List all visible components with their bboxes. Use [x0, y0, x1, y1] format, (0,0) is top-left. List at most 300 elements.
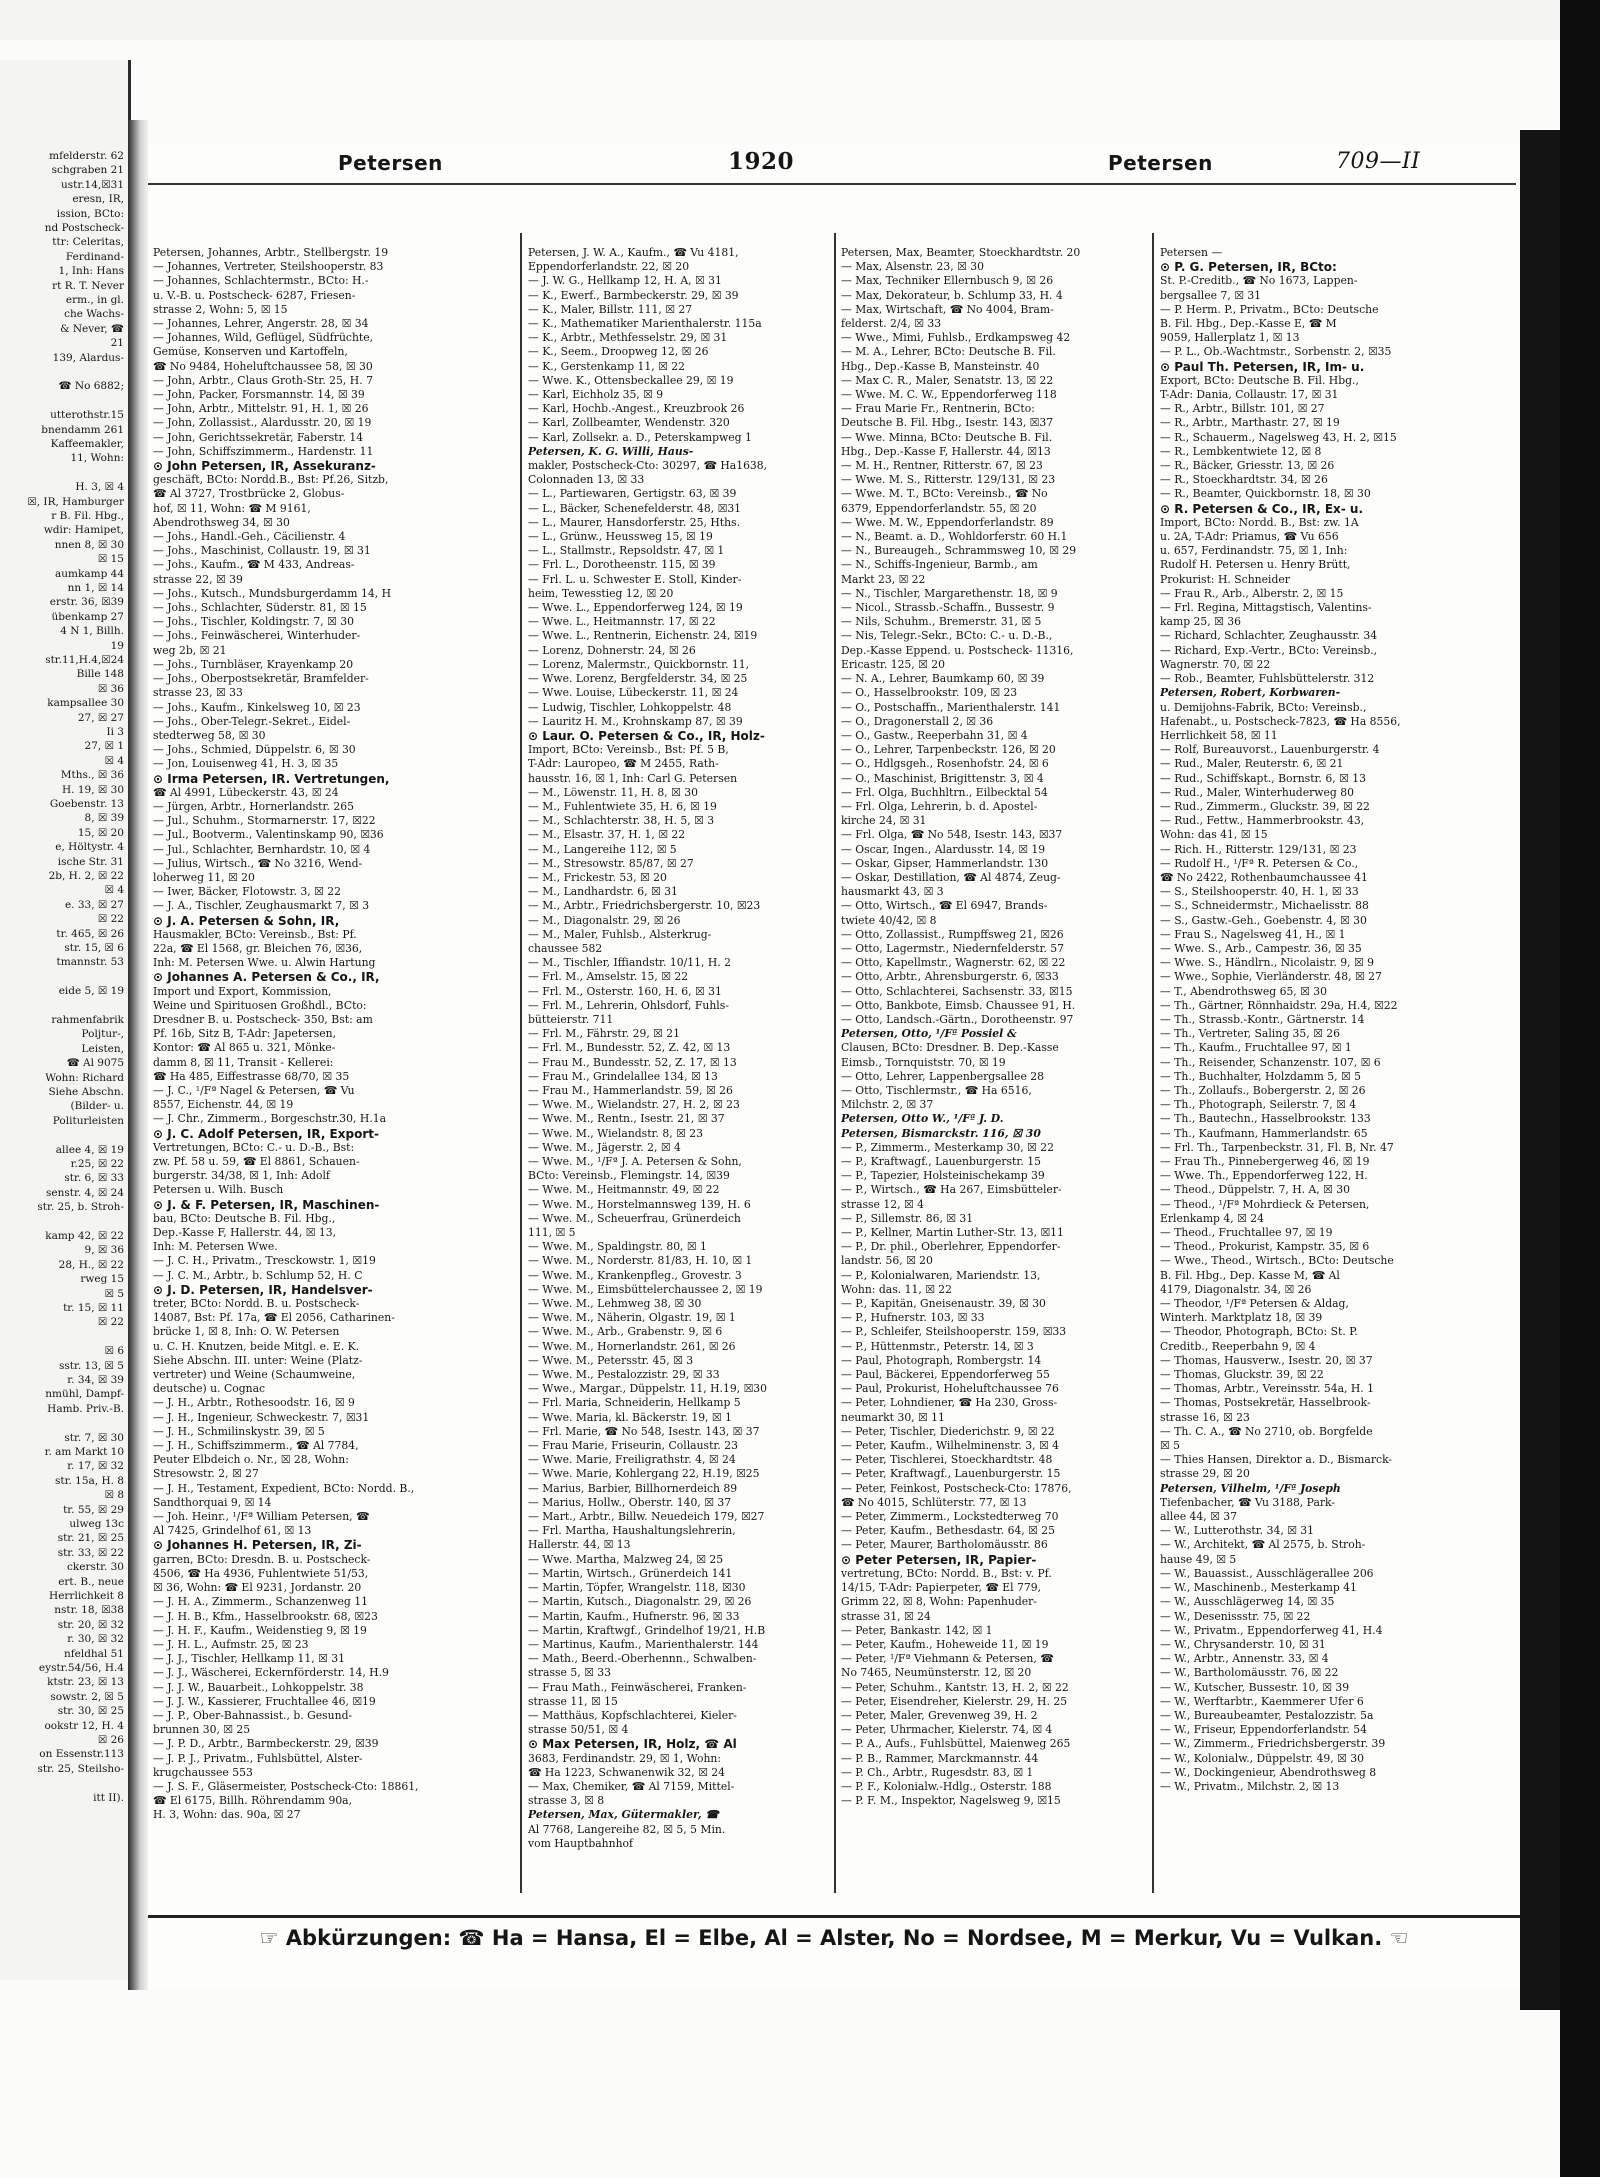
- directory-entry: — P., Hüttenmstr., Peterstr. 14, ☒ 3: [841, 1339, 1034, 1353]
- directory-entry: — M. H., Rentner, Ritterstr. 67, ☒ 23: [841, 459, 1043, 473]
- directory-entry: — R., Stoeckhardtstr. 34, ☒ 26: [1160, 473, 1328, 487]
- fragment-line: H. 3, ☒ 4: [75, 481, 124, 494]
- directory-entry: Siehe Abschn. III. unter: Weine (Platz-: [153, 1353, 363, 1367]
- directory-entry: — Jürgen, Arbtr., Hornerlandstr. 265: [153, 799, 354, 813]
- directory-entry: Al 7425, Grindelhof 61, ☒ 13: [153, 1524, 312, 1538]
- header-left-name: Petersen: [338, 151, 443, 175]
- directory-entry: — Paul, Prokurist, Hoheluftchaussee 76: [841, 1382, 1059, 1396]
- directory-entry: — Julius, Wirtsch., ☎ No 3216, Wend-: [153, 856, 363, 870]
- directory-entry: brücke 1, ☒ 8, Inh: O. W. Petersen: [153, 1325, 340, 1339]
- directory-entry: — Wwe. L., Heitmannstr. 17, ☒ 22: [528, 615, 716, 629]
- directory-entry: Grimm 22, ☒ 8, Wohn: Papenhuder-: [841, 1595, 1037, 1609]
- directory-entry: ☎ El 6175, Billh. Röhrendamm 90a,: [153, 1794, 353, 1808]
- fragment-line: bnendamm 261: [41, 423, 124, 436]
- directory-entry: — W., Werftarbtr., Kaemmerer Ufer 6: [1160, 1694, 1364, 1708]
- directory-entry: — Frl. L. u. Schwester E. Stoll, Kinder-: [528, 572, 742, 586]
- directory-entry: — Th., Bautechn., Hasselbrookstr. 133: [1160, 1112, 1371, 1126]
- directory-entry: — W., Bartholomäusstr. 76, ☒ 22: [1160, 1666, 1339, 1680]
- fragment-line: str. 7, ☒ 30: [64, 1431, 124, 1444]
- directory-entry: — P., Hufnerstr. 103, ☒ 33: [841, 1311, 985, 1325]
- directory-entry: — Paul, Photograph, Rombergstr. 14: [841, 1353, 1042, 1367]
- directory-entry: weg 2b, ☒ 21: [153, 643, 227, 657]
- directory-entry: Hallerstr. 44, ☒ 13: [528, 1538, 631, 1552]
- directory-entry: hausstr. 16, ☒ 1, Inh: Carl G. Petersen: [528, 771, 738, 785]
- fragment-line: tmannstr. 53: [56, 956, 124, 969]
- directory-entry: Wagnerstr. 70, ☒ 22: [1160, 657, 1271, 671]
- directory-entry: — J. S. F., Gläsermeister, Postscheck-Cto: 18861,: [153, 1779, 419, 1793]
- fragment-line: Hamb. Priv.-B.: [47, 1402, 124, 1415]
- directory-entry: — Rolf, Bureauvorst., Lauenburgerstr. 4: [1160, 743, 1380, 757]
- header-rule: [148, 183, 1516, 185]
- directory-entry: — Nicol., Strassb.-Schaffn., Bussestr. 9: [841, 601, 1055, 615]
- fragment-line: str. 25, b. Stroh-: [37, 1201, 124, 1214]
- directory-entry: Rudolf H. Petersen u. Henry Brütt,: [1160, 558, 1351, 572]
- fragment-line: Ii 3: [106, 726, 124, 738]
- fragment-line: ert. B., neue: [58, 1575, 124, 1588]
- abbreviations-footer: [148, 1915, 1520, 1958]
- directory-entry: Export, BCto: Deutsche B. Fil. Hbg.,: [1160, 373, 1359, 387]
- fragment-line: ktstr. 23, ☒ 13: [47, 1676, 124, 1689]
- directory-entry: ☒ 5: [1160, 1439, 1180, 1453]
- directory-entry: — Lorenz, Malermstr., Quickbornstr. 11,: [528, 657, 750, 671]
- directory-entry: — Otto, Schlachterei, Sachsenstr. 33, ☒15: [841, 984, 1073, 998]
- directory-entry: — Johs., Turnbläser, Krayenkamp 20: [153, 657, 354, 671]
- directory-entry: — Otto, Lagermstr., Niedernfelderstr. 57: [841, 941, 1065, 955]
- directory-entry: — Wwe. M., Pestalozzistr. 29, ☒ 33: [528, 1368, 720, 1382]
- fragment-line: 15, ☒ 20: [77, 826, 124, 839]
- scan-edge: [1560, 0, 1600, 2177]
- fragment-line: r B. Fil. Hbg.,: [51, 510, 124, 522]
- directory-entry: Colonnaden 13, ☒ 33: [528, 473, 645, 487]
- directory-entry: — Johs., Tischler, Koldingstr. 7, ☒ 30: [153, 615, 354, 629]
- directory-entry: Petersen —: [1160, 246, 1223, 259]
- directory-entry: — Jul., Bootverm., Valentinskamp 90, ☒36: [153, 828, 384, 842]
- directory-entry: — N., Tischler, Margarethenstr. 18, ☒ 9: [841, 586, 1058, 600]
- directory-entry: — Peter, Zimmerm., Lockstedterweg 70: [841, 1510, 1059, 1524]
- directory-entry: — W., Architekt, ☎ Al 2575, b. Stroh-: [1160, 1538, 1366, 1552]
- directory-entry: — Thomas, Postsekretär, Hasselbrook-: [1160, 1396, 1371, 1410]
- directory-entry: — Rud., Fettw., Hammerbrookstr. 43,: [1160, 814, 1365, 828]
- directory-entry: — Peter, Lohndiener, ☎ Ha 230, Gross-: [841, 1396, 1058, 1410]
- directory-entry: — W., Privatm., Eppendorferweg 41, H.4: [1160, 1623, 1383, 1637]
- directory-entry: bütteierstr. 711: [528, 1012, 614, 1026]
- directory-entry: — P., Kellner, Martin Luther-Str. 13, ☒11: [841, 1226, 1064, 1240]
- directory-entry: — Theod., Fruchtallee 97, ☒ 19: [1160, 1226, 1333, 1240]
- directory-entry: — J. P. D., Arbtr., Barmbeckerstr. 29, ☒39: [153, 1737, 379, 1751]
- directory-entry: — Wwe. M., Scheuerfrau, Grünerdeich: [528, 1211, 741, 1225]
- directory-entry: strasse 16, ☒ 23: [1160, 1410, 1250, 1424]
- directory-entry: hause 49, ☒ 5: [1160, 1552, 1237, 1566]
- directory-entry: — Otto, Zollassist., Rumpffsweg 21, ☒26: [841, 927, 1064, 941]
- directory-entry: brunnen 30, ☒ 25: [153, 1723, 251, 1737]
- directory-entry: — Wwe., Margar., Düppelstr. 11, H.19, ☒30: [528, 1382, 767, 1396]
- directory-entry: Petersen, Otto W., ¹/Fª J. D.: [841, 1112, 1004, 1126]
- directory-entry: — W., Maschinenb., Mesterkamp 41: [1160, 1581, 1357, 1595]
- directory-entry: makler, Postscheck-Cto: 30297, ☎ Ha1638,: [528, 459, 768, 473]
- directory-entry: — P., Kolonialwaren, Mariendstr. 13,: [841, 1268, 1041, 1282]
- directory-entry: — M., Schlachterstr. 38, H. 5, ☒ 3: [528, 814, 715, 828]
- fragment-line: nfeldhal 51: [63, 1647, 124, 1660]
- directory-entry: — M., Fuhlentwiete 35, H. 6, ☒ 19: [528, 799, 717, 813]
- directory-entry: geschäft, BCto: Nordd.B., Bst: Pf.26, Sitzb,: [153, 473, 389, 487]
- directory-entry: landstr. 56, ☒ 20: [841, 1254, 933, 1268]
- directory-entry: — Johs., Kutsch., Mundsburgerdamm 14, H: [153, 586, 391, 600]
- directory-entry: 6379, Eppendorferlandstr. 55, ☒ 20: [841, 501, 1037, 515]
- directory-entry: — Wwe. K., Ottensbeckallee 29, ☒ 19: [528, 373, 734, 387]
- directory-entry: — W., Desenissstr. 75, ☒ 22: [1160, 1609, 1311, 1623]
- fragment-line: eide 5, ☒ 19: [58, 985, 124, 998]
- directory-entry: strasse 12, ☒ 4: [841, 1197, 924, 1211]
- directory-entry: ☎ No 2422, Rothenbaumchaussee 41: [1160, 870, 1368, 884]
- directory-entry: strasse 2, Wohn: 5, ☒ 15: [153, 302, 288, 316]
- directory-entry: — P., Schleifer, Steilshooperstr. 159, ☒33: [841, 1325, 1067, 1339]
- directory-entry: hausmarkt 43, ☒ 3: [841, 885, 944, 899]
- book-gutter: [128, 120, 148, 1990]
- directory-entry: — John, Arbtr., Claus Groth-Str. 25, H. 7: [153, 373, 373, 387]
- directory-entry: — Joh. Heinr., ¹/Fª William Petersen, ☎: [153, 1510, 370, 1524]
- directory-entry: — L., Maurer, Hansdorferstr. 25, Hths.: [528, 515, 740, 529]
- directory-entry: — Wwe. M. C. W., Eppendorferweg 118: [841, 388, 1057, 402]
- directory-entry: — Wwe. Martha, Malzweg 24, ☒ 25: [528, 1552, 724, 1566]
- directory-entry: — Otto, Tischlermstr., ☎ Ha 6516,: [841, 1083, 1032, 1097]
- directory-entry: — Richard, Exp.-Vertr., BCto: Vereinsb.,: [1160, 643, 1378, 657]
- fragment-line: (Bilder- u.: [70, 1100, 124, 1113]
- directory-entry: — Math., Beerd.-Oberhennn., Schwalben-: [528, 1652, 757, 1666]
- directory-entry: — P. F. M., Inspektor, Nagelsweg 9, ☒15: [841, 1794, 1061, 1808]
- directory-entry: — S., Gastw.-Geh., Goebenstr. 4, ☒ 30: [1160, 913, 1367, 927]
- directory-entry: — Peter, Eisendreher, Kielerstr. 29, H. 25: [841, 1694, 1068, 1708]
- fragment-line: r. 34, ☒ 39: [67, 1374, 124, 1386]
- directory-entry: bau, BCto: Deutsche B. Fil. Hbg.,: [153, 1211, 336, 1225]
- directory-entry: allee 44, ☒ 37: [1160, 1510, 1238, 1524]
- directory-entry: Abendrothsweg 34, ☒ 30: [153, 515, 290, 529]
- directory-entry: heim, Tewesstieg 12, ☒ 20: [528, 586, 674, 600]
- directory-entry: — Karl, Zollsekr. a. D., Peterskampweg 1: [528, 430, 752, 444]
- directory-entry: neumarkt 30, ☒ 11: [841, 1410, 945, 1424]
- fragment-line: Goebenstr. 13: [49, 798, 124, 810]
- directory-entry: — M., Diagonalstr. 29, ☒ 26: [528, 913, 681, 927]
- fragment-line: Herrlichkeit 8: [49, 1590, 124, 1602]
- directory-entry: Vertretungen, BCto: C.- u. D.-B., Bst:: [153, 1140, 355, 1154]
- directory-entry: Eimsb., Tornquiststr. 70, ☒ 19: [841, 1055, 1006, 1069]
- directory-entry: — Karl, Eichholz 35, ☒ 9: [528, 388, 664, 402]
- directory-entry: zw. Pf. 58 u. 59, ☎ El 8861, Schauen-: [153, 1155, 360, 1168]
- directory-entry: — Wwe., Mimi, Fuhlsb., Erdkampsweg 42: [841, 331, 1071, 345]
- directory-entry: Dep.-Kasse Eppend. u. Postscheck- 11316,: [841, 643, 1074, 657]
- directory-entry: — R., Arbtr., Marthastr. 27, ☒ 19: [1160, 416, 1340, 430]
- directory-entry: — Wwe. M., Wielandstr. 8, ☒ 23: [528, 1126, 703, 1140]
- fragment-line: str. 21, ☒ 25: [57, 1532, 124, 1545]
- directory-entry: — Thomas, Gluckstr. 39, ☒ 22: [1160, 1368, 1324, 1382]
- directory-entry: — J. H., Arbtr., Rothesoodstr. 16, ☒ 9: [153, 1396, 355, 1410]
- directory-entry: — Peter, Maler, Grevenweg 39, H. 2: [841, 1708, 1038, 1722]
- directory-entry: — J. H. L., Aufmstr. 25, ☒ 23: [153, 1637, 309, 1651]
- directory-entry: ☎ Ha 485, Eiffestrasse 68/70, ☒ 35: [153, 1069, 350, 1083]
- directory-entry: — Richard, Schlachter, Zeughausstr. 34: [1160, 629, 1378, 643]
- fragment-line: nd Postscheck-: [44, 222, 124, 234]
- directory-entry: Wohn: das. 11, ☒ 22: [841, 1282, 953, 1296]
- fragment-line: nstr. 18, ☒38: [54, 1604, 124, 1617]
- directory-entry: — P. B., Rammer, Marckmannstr. 44: [841, 1751, 1039, 1765]
- directory-entry: u. 2A, T-Adr: Priamus, ☎ Vu 656: [1160, 530, 1339, 544]
- directory-entry: Petersen, Robert, Korbwaren-: [1160, 686, 1341, 700]
- directory-entry: — Thomas, Hausverw., Isestr. 20, ☒ 37: [1160, 1353, 1373, 1367]
- directory-entry: — P., Tapezier, Holsteinischekamp 39: [841, 1169, 1045, 1183]
- directory-entry: — O., Dragonerstall 2, ☒ 36: [841, 714, 994, 728]
- directory-entry: — Frl. Maria, Schneiderin, Hellkamp 5: [528, 1396, 741, 1410]
- fragment-line: ttr: Celeritas,: [52, 236, 124, 249]
- directory-entry: Clausen, BCto: Dresdner. B. Dep.-Kasse: [841, 1041, 1059, 1055]
- directory-entry: ☎ No 9484, Hoheluftchaussee 58, ☒ 30: [153, 359, 373, 373]
- directory-entry: — Lauritz H. M., Krohnskamp 87, ☒ 39: [528, 714, 743, 728]
- directory-entry: — W., Bauassist., Ausschlägerallee 206: [1160, 1566, 1374, 1580]
- directory-entry: Ericastr. 125, ☒ 20: [841, 657, 946, 671]
- directory-entry: — Th., Reisender, Schanzenstr. 107, ☒ 6: [1160, 1055, 1381, 1069]
- directory-entry: — M., Maler, Fuhlsb., Alsterkrug-: [528, 927, 712, 941]
- fragment-line: eystr.54/56, H.4: [38, 1662, 124, 1674]
- directory-entry: — R., Beamter, Quickbornstr. 18, ☒ 30: [1160, 487, 1371, 501]
- directory-entry: — P. L., Ob.-Wachtmstr., Sorbenstr. 2, ☒35: [1160, 345, 1392, 359]
- fragment-line: erm., in gl.: [65, 294, 124, 306]
- directory-entry: — P. A., Aufs., Fuhlsbüttel, Maienweg 265: [841, 1737, 1071, 1751]
- directory-entry: — Frl. Olga, ☎ No 548, Isestr. 143, ☒37: [841, 828, 1063, 842]
- directory-entry: — Matthäus, Kopfschlachterei, Kieler-: [528, 1708, 737, 1722]
- fragment-line: Politurleisten: [52, 1114, 124, 1127]
- directory-entry: ⊙ Johannes H. Petersen, IR, Zi-: [153, 1538, 362, 1553]
- directory-entry: — Th., Strassb.-Kontr., Gärtnerstr. 14: [1160, 1012, 1365, 1026]
- directory-entry: — Marius, Barbier, Billhornerdeich 89: [528, 1481, 738, 1495]
- fragment-line: ☒ 8: [104, 1489, 124, 1502]
- fragment-line: ☒ 15: [97, 553, 124, 566]
- header-right-name: Petersen: [1108, 151, 1213, 175]
- directory-entry: — K., Gerstenkamp 11, ☒ 22: [528, 359, 686, 373]
- directory-entry: loherweg 11, ☒ 20: [153, 870, 255, 884]
- directory-entry: — K., Seem., Droopweg 12, ☒ 26: [528, 345, 709, 359]
- directory-entry: strasse 22, ☒ 39: [153, 572, 243, 586]
- fragment-line: str. 25, Steilsho-: [37, 1762, 124, 1775]
- directory-entry: Kontor: ☎ Al 865 u. 321, Mönke-: [153, 1041, 336, 1055]
- directory-entry: vertretung, BCto: Nordd. B., Bst: v. Pf.: [841, 1566, 1052, 1580]
- directory-entry: — Peter, Maurer, Bartholomäusstr. 86: [841, 1538, 1048, 1552]
- directory-entry: — T., Abendrothsweg 65, ☒ 30: [1160, 984, 1328, 998]
- directory-entry: 9059, Hallerplatz 1, ☒ 13: [1160, 331, 1300, 345]
- directory-entry: — Peter, Feinkost, Postscheck-Cto: 17876,: [841, 1481, 1072, 1495]
- directory-entry: — Peter, Kaufm., Hoheweide 11, ☒ 19: [841, 1637, 1049, 1651]
- directory-entry: — Wwe. M., Spaldingstr. 80, ☒ 1: [528, 1240, 707, 1254]
- directory-entry: — L., Bäcker, Schenefelderstr. 48, ☒31: [528, 501, 742, 515]
- directory-entry: — Wwe. M., Rentn., Isestr. 21, ☒ 37: [528, 1112, 725, 1126]
- scan-edge-shadow: [1520, 130, 1560, 2010]
- directory-entry: — John, Schiffszimmerm., Hardenstr. 11: [153, 444, 374, 458]
- directory-entry: — Frau Marie Fr., Rentnerin, BCto:: [841, 402, 1035, 416]
- directory-entry: — M., Löwenstr. 11, H. 8, ☒ 30: [528, 785, 699, 799]
- fragment-line: r. am Markt 10: [44, 1446, 124, 1458]
- directory-entry: vertreter) und Weine (Schaumweine,: [153, 1368, 356, 1382]
- directory-entry: — Frl. M., Lehrerin, Ohlsdorf, Fuhls-: [528, 998, 729, 1012]
- directory-entry: — P., Dr. phil., Oberlehrer, Eppendorfer-: [841, 1240, 1061, 1254]
- directory-entry: — Wwe., Theod., Wirtsch., BCto: Deutsche: [1160, 1254, 1394, 1268]
- directory-entry: Dresdner B. u. Postscheck- 350, Bst: am: [153, 1012, 373, 1026]
- fragment-line: tr. 465, ☒ 26: [56, 927, 124, 940]
- directory-entry: — J. A., Tischler, Zeughausmarkt 7, ☒ 3: [153, 899, 370, 913]
- directory-entry: — Frau M., Hammerlandstr. 59, ☒ 26: [528, 1083, 733, 1097]
- directory-entry: — P., Sillemstr. 86, ☒ 31: [841, 1211, 974, 1225]
- directory-entry: — Paul, Bäckerei, Eppendorferweg 55: [841, 1368, 1050, 1382]
- directory-entry: u. 657, Ferdinandstr. 75, ☒ 1, Inh:: [1160, 544, 1348, 558]
- directory-entry: — O., Hdlgsgeh., Rosenhofstr. 24, ☒ 6: [841, 757, 1049, 771]
- directory-entry: — M., Elsastr. 37, H. 1, ☒ 22: [528, 828, 686, 842]
- directory-entry: — Martin, Kutsch., Diagonalstr. 29, ☒ 26: [528, 1595, 752, 1609]
- directory-entry: — S., Schneidermstr., Michaelisstr. 88: [1160, 899, 1369, 913]
- directory-entry: — Wwe. Louise, Lübeckerstr. 11, ☒ 24: [528, 686, 739, 700]
- directory-entry: — Peter, Tischlerei, Stoeckhardtstr. 48: [841, 1453, 1053, 1467]
- directory-entry: — Jul., Schlachter, Bernhardstr. 10, ☒ 4: [153, 842, 371, 856]
- directory-entry: krugchaussee 553: [153, 1765, 253, 1779]
- directory-entry: T-Adr: Dania, Collaustr. 17, ☒ 31: [1160, 388, 1339, 402]
- previous-page-fragment: [0, 60, 131, 1980]
- fragment-line: rweg 15: [80, 1273, 124, 1286]
- directory-entry: — Rob., Beamter, Fuhlsbüttelerstr. 312: [1160, 672, 1375, 686]
- directory-entry: — Mart., Arbtr., Billw. Neuedeich 179, ☒27: [528, 1510, 765, 1524]
- directory-entry: — Otto, Lehrer, Lappenbergsallee 28: [841, 1069, 1045, 1083]
- column-rule: [1152, 233, 1154, 1893]
- directory-entry: Pf. 16b, Sitz B, T-Adr: Japetersen,: [153, 1027, 337, 1041]
- directory-entry: — P. Ch., Arbtr., Rugesdstr. 83, ☒ 1: [841, 1765, 1034, 1779]
- directory-entry: Wohn: das 41, ☒ 15: [1160, 828, 1268, 842]
- directory-entry: — Johs., Schmied, Düppelstr. 6, ☒ 30: [153, 743, 356, 757]
- fragment-line: ☒ 4: [104, 884, 124, 897]
- directory-entry: — Johs., Feinwäscherei, Winterhuder-: [153, 629, 361, 643]
- directory-entry: — O., Gastw., Reeperbahn 31, ☒ 4: [841, 728, 1028, 742]
- directory-entry: ⊙ Laur. O. Petersen & Co., IR, Holz-: [528, 728, 765, 743]
- directory-entry: — L., Stallmstr., Repsoldstr. 47, ☒ 1: [528, 544, 725, 558]
- directory-entry: — W., Dockingenieur, Abendrothsweg 8: [1160, 1765, 1377, 1779]
- directory-entry: — Wwe. M., Hornerlandstr. 261, ☒ 26: [528, 1339, 736, 1353]
- directory-entry: — Frau Th., Pinnebergerweg 46, ☒ 19: [1160, 1155, 1370, 1168]
- fragment-line: mfelderstr. 62: [49, 150, 124, 162]
- fragment-line: Mths., ☒ 36: [60, 769, 124, 782]
- fragment-line: Kaffeemakler,: [50, 438, 124, 450]
- directory-entry: — Nis, Telegr.-Sekr., BCto: C.- u. D.-B.,: [841, 629, 1053, 643]
- directory-entry: u. V.-B. u. Postscheck- 6287, Friesen-: [153, 288, 356, 302]
- directory-entry: — Frau Marie, Friseurin, Collaustr. 23: [528, 1439, 739, 1453]
- fragment-line: Ferdinand-: [65, 250, 124, 263]
- directory-entry: Herrlichkeit 58, ☒ 11: [1160, 728, 1278, 742]
- directory-page: [148, 145, 1520, 1990]
- fragment-line: ☒ 22: [97, 913, 124, 926]
- directory-entry: — Max C. R., Maler, Senatstr. 13, ☒ 22: [841, 373, 1054, 387]
- directory-entry: — J. J. W., Bauarbeit., Lohkoppelstr. 38: [153, 1680, 364, 1694]
- directory-entry: — Theodor, ¹/Fª Petersen & Aldag,: [1160, 1297, 1349, 1311]
- directory-entry: — J. P., Ober-Bahnassist., b. Gesund-: [153, 1708, 353, 1722]
- directory-entry: — Rud., Maler, Winterhuderweg 80: [1160, 785, 1354, 799]
- directory-entry: — W., Kolonialw., Düppelstr. 49, ☒ 30: [1160, 1751, 1364, 1765]
- fragment-line: eresn, IR,: [72, 193, 124, 206]
- directory-entry: — Martin, Wirtsch., Grünerdeich 141: [528, 1566, 733, 1580]
- directory-entry: — Frau M., Grindelallee 134, ☒ 13: [528, 1069, 718, 1083]
- abbreviations-legend: ☞ Abkürzungen: ☎ Ha = Hansa, El = Elbe, Al = Alster, No = Nordsee, M = Merkur, Vu = Vulkan. ☜: [259, 1926, 1409, 1950]
- directory-entry: — N., Schiffs-Ingenieur, Barmb., am: [841, 558, 1038, 572]
- directory-entry: Petersen, Vilhelm, ¹/Fª Joseph: [1160, 1481, 1341, 1495]
- directory-entry: — Wwe. M., Horstelmannsweg 139, H. 6: [528, 1197, 751, 1211]
- directory-entry: — Wwe. M. W., Eppendorferlandstr. 89: [841, 515, 1054, 529]
- fragment-line: aumkamp 44: [55, 567, 124, 580]
- directory-entry: — K., Arbtr., Methfesselstr. 29, ☒ 31: [528, 331, 728, 345]
- directory-entry: — Karl, Zollbeamter, Wendenstr. 320: [528, 416, 730, 430]
- directory-entry: — J. C. M., Arbtr., b. Schlump 52, H. C: [153, 1268, 363, 1282]
- directory-entry: — Th. C. A., ☎ No 2710, ob. Borgfelde: [1160, 1424, 1373, 1438]
- fragment-line: sstr. 13, ☒ 5: [58, 1359, 124, 1372]
- directory-entry: — Wwe. S., Händlrn., Nicolaistr. 9, ☒ 9: [1160, 956, 1374, 970]
- directory-entry: — Frl. M., Osterstr. 160, H. 6, ☒ 31: [528, 984, 722, 998]
- fragment-line: sowstr. 2, ☒ 5: [50, 1690, 124, 1703]
- directory-entry: — M., Landhardstr. 6, ☒ 31: [528, 885, 678, 899]
- fragment-line: str. 6, ☒ 33: [64, 1172, 124, 1185]
- directory-entry: damm 8, ☒ 11, Transit - Kellerei:: [153, 1055, 334, 1069]
- directory-entry: — R., Bäcker, Griesstr. 13, ☒ 26: [1160, 459, 1335, 473]
- directory-entry: 3683, Ferdinandstr. 29, ☒ 1, Wohn:: [528, 1751, 721, 1765]
- directory-entry: — Th., Buchhalter, Holzdamm 5, ☒ 5: [1160, 1069, 1362, 1083]
- directory-entry: — Oskar, Gipser, Hammerlandstr. 130: [841, 856, 1049, 870]
- directory-entry: Prokurist: H. Schneider: [1160, 572, 1290, 586]
- directory-entry: — M., Langereihe 112, ☒ 5: [528, 842, 677, 856]
- fragment-line: 19: [110, 639, 124, 652]
- directory-entry: — Th., Gärtner, Rönnhaidstr. 29a, H.4, ☒22: [1160, 998, 1398, 1012]
- directory-entry: — Frl. M., Bundesstr. 52, Z. 42, ☒ 13: [528, 1041, 731, 1055]
- directory-entry: Hafenabt., u. Postscheck-7823, ☎ Ha 8556,: [1160, 714, 1401, 728]
- directory-entry: — Rich. H., Ritterstr. 129/131, ☒ 23: [1160, 842, 1357, 856]
- directory-entry: — R., Lembkentwiete 12, ☒ 8: [1160, 444, 1322, 458]
- directory-entry: strasse 3, ☒ 8: [528, 1794, 605, 1808]
- directory-entry: — W., Arbtr., Annenstr. 33, ☒ 4: [1160, 1652, 1329, 1666]
- directory-entry: — J. J. W., Kassierer, Fruchtallee 46, ☒19: [153, 1694, 376, 1708]
- directory-entry: St. P.-Creditb., ☎ No 1673, Lappen-: [1160, 274, 1358, 288]
- directory-entry: strasse 29, ☒ 20: [1160, 1467, 1250, 1481]
- directory-entry: strasse 23, ☒ 33: [153, 686, 243, 700]
- directory-entry: — Martinus, Kaufm., Marienthalerstr. 144: [528, 1637, 759, 1651]
- directory-entry: twiete 40/42, ☒ 8: [841, 913, 937, 927]
- fragment-line: 4 N 1, Billh.: [60, 625, 124, 638]
- fragment-line: ☒ 22: [97, 1316, 124, 1329]
- directory-entry: Weine und Spirituosen Großhdl., BCto:: [153, 998, 367, 1012]
- fragment-line: r.25, ☒ 22: [70, 1158, 124, 1170]
- directory-entry: — Wwe. Minna, BCto: Deutsche B. Fil.: [841, 430, 1053, 444]
- fragment-line: tr. 15, ☒ 11: [63, 1302, 124, 1314]
- directory-entry: — J. P. J., Privatm., Fuhlsbüttel, Alster-: [153, 1751, 363, 1765]
- fragment-line: e, Höltystr. 4: [55, 841, 124, 854]
- fragment-line: 27, ☒ 27: [77, 711, 124, 724]
- directory-entry: — Wwe. L., Eppendorferweg 124, ☒ 19: [528, 601, 743, 615]
- directory-entry: Petersen, K. G. Willi, Haus-: [528, 444, 694, 458]
- directory-entry: — N., Beamt. a. D., Wohldorferstr. 60 H.1: [841, 530, 1068, 544]
- directory-entry: — Johs., Maschinist, Collaustr. 19, ☒ 31: [153, 544, 371, 558]
- directory-entry: u. Demijohns-Fabrik, BCto: Vereinsb.,: [1160, 700, 1367, 714]
- directory-entry: 8557, Eichenstr. 44, ☒ 19: [153, 1098, 294, 1112]
- directory-entry: — W., Kutscher, Bussestr. 10, ☒ 39: [1160, 1680, 1350, 1694]
- directory-entry: — Marius, Hollw., Oberstr. 140, ☒ 37: [528, 1495, 732, 1509]
- directory-entry: — O., Lehrer, Tarpenbeckstr. 126, ☒ 20: [841, 743, 1056, 757]
- directory-entry: — Rud., Schiffskapt., Bornstr. 6, ☒ 13: [1160, 771, 1366, 785]
- directory-entry: Petersen, Johannes, Arbtr., Stellbergstr. 19: [153, 246, 389, 259]
- directory-entry: stedterweg 58, ☒ 30: [153, 728, 266, 742]
- column-3: [841, 246, 1148, 1886]
- directory-entry: Petersen, Max, Beamter, Stoeckhardtstr. 20: [841, 246, 1081, 259]
- directory-entry: — John, Zollassist., Alardusstr. 20, ☒ 19: [153, 416, 372, 430]
- fragment-line: on Essenstr.113: [39, 1748, 124, 1761]
- directory-entry: Import, BCto: Nordd. B., Bst: zw. 1A: [1160, 515, 1359, 529]
- directory-entry: Eppendorferlandstr. 22, ☒ 20: [528, 260, 690, 274]
- directory-entry: — Frl. Th., Tarpenbeckstr. 31, Fl. B, Nr. 47: [1160, 1140, 1394, 1154]
